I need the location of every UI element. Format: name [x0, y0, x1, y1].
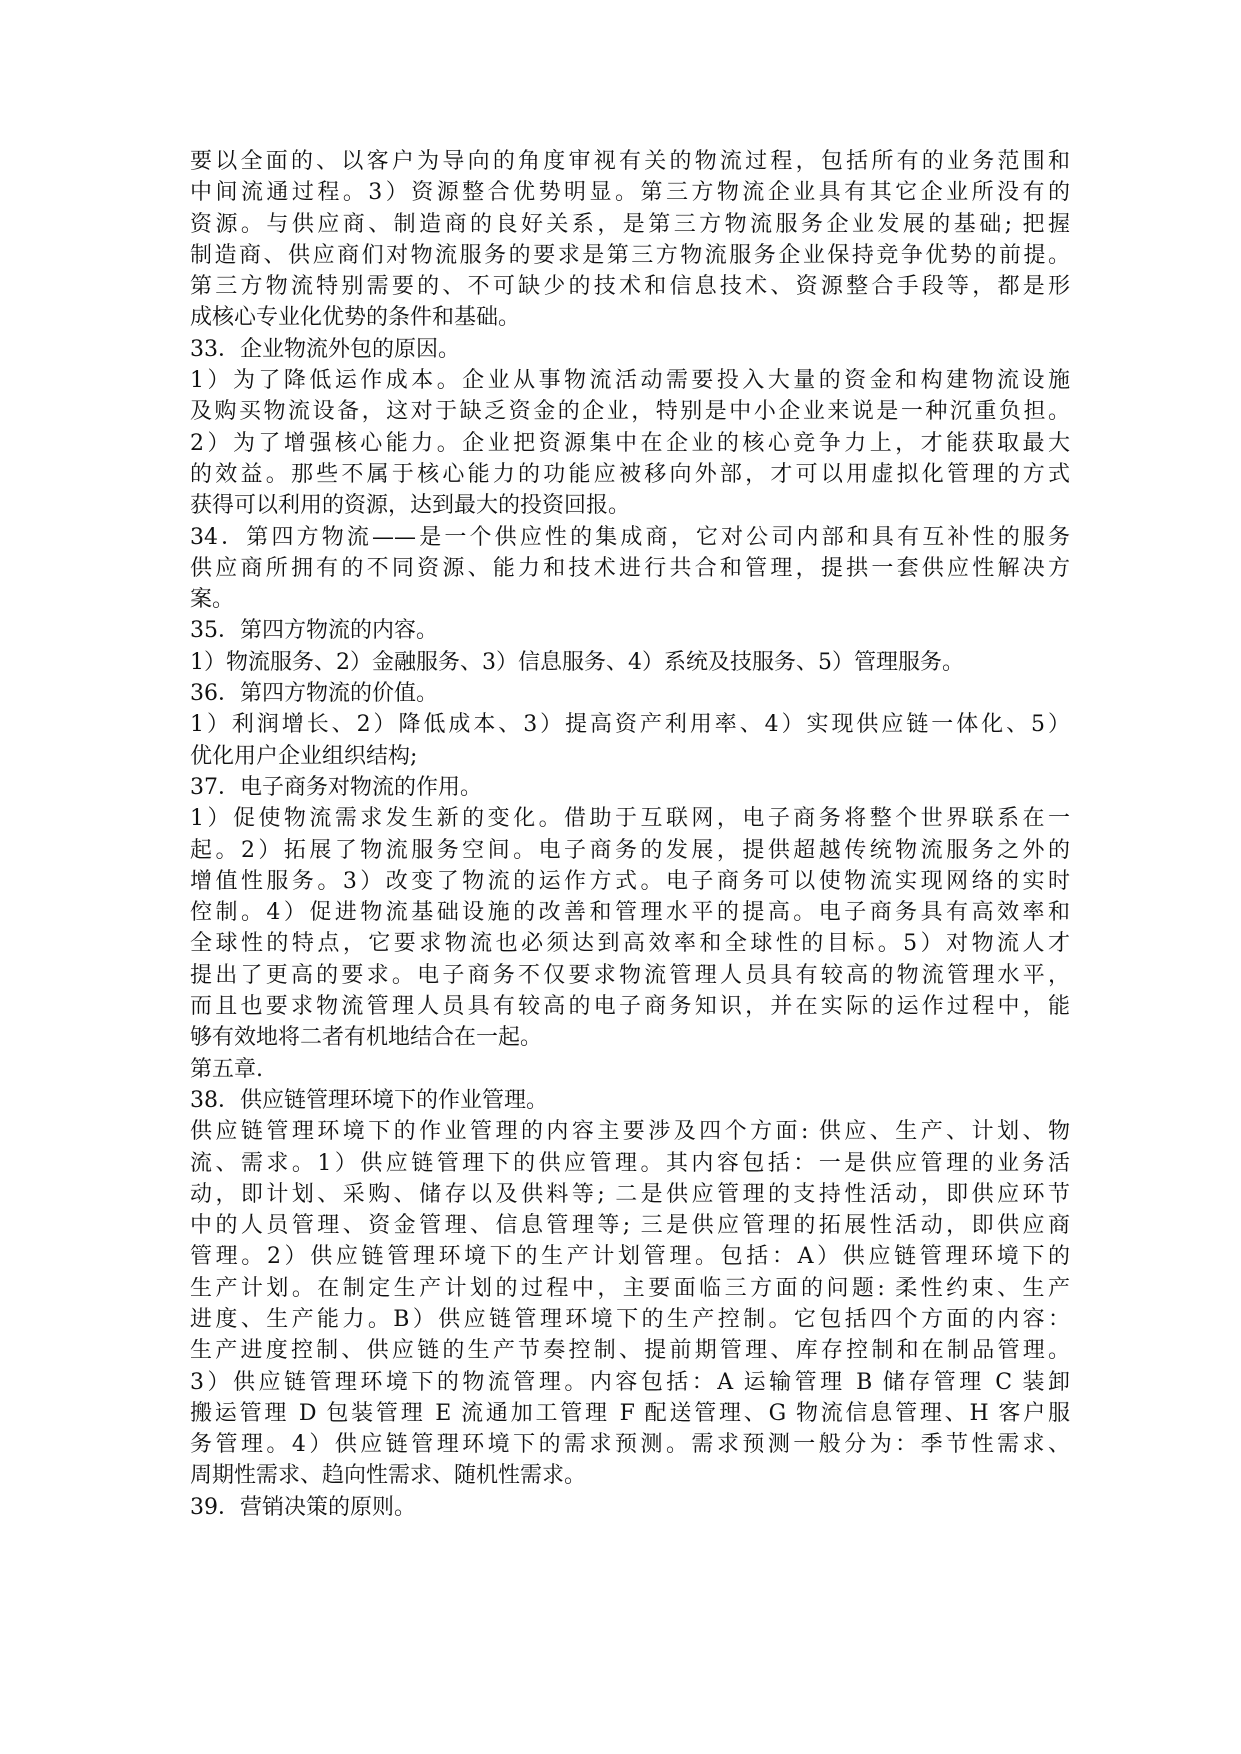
text-line: 供应链管理环境下的作业管理的内容主要涉及四个方面: 供应、生产、计划、物 [190, 1119, 1070, 1145]
text-line: 获得可以利用的资源，达到最大的投资回报。 [190, 493, 631, 519]
document-body [190, 146, 1070, 1523]
text-line: 中的人员管理、资金管理、信息管理等; 三是供应管理的拓展性活动，即供应商 [190, 1213, 1070, 1239]
text-line: 制造商、供应商们对物流服务的要求是第三方物流服务企业保持竞争优势的前提。 [190, 242, 1070, 268]
text-line: 生产计划。在制定生产计划的过程中，主要面临三方面的问题: 柔性约束、生产 [190, 1275, 1070, 1301]
text-line: 而且也要求物流管理人员具有较高的电子商务知识，并在实际的运作过程中，能 [190, 994, 1070, 1020]
text-line: 进度、生产能力。B）供应链管理环境下的生产控制。它包括四个方面的内容： [190, 1306, 1070, 1332]
text-line: 要以全面的、以客户为导向的角度审视有关的物流过程，包括所有的业务范围和 [190, 149, 1070, 174]
text-line: 务管理。4）供应链管理环境下的需求预测。需求预测一般分为：季节性需求、 [190, 1432, 1070, 1458]
text-line: 38．供应链管理环境下的作业管理。 [190, 1087, 548, 1113]
text-line: 及购买物流设备，这对于缺乏资金的企业，特别是中小企业来说是一种沉重负担。 [190, 399, 1070, 425]
text-line: 供应商所拥有的不同资源、能力和技术进行共合和管理，提拱一套供应性解决方 [190, 555, 1070, 581]
text-line: 起。2）拓展了物流服务空间。电子商务的发展，提供超越传统物流服务之外的 [190, 837, 1070, 863]
text-line: 35．第四方物流的内容。 [190, 618, 438, 644]
text-line: 36．第四方物流的价值。 [190, 681, 438, 707]
text-line: 周期性需求、趋向性需求、随机性需求。 [190, 1463, 587, 1489]
text-line: 33．企业物流外包的原因。 [190, 336, 460, 362]
text-line: 流、需求。1）供应链管理下的供应管理。其内容包括：一是供应管理的业务活 [190, 1150, 1070, 1176]
text-line: 案。 [190, 587, 235, 613]
text-line: 提出了更高的要求。电子商务不仅要求物流管理人员具有较高的物流管理水平， [190, 962, 1070, 988]
text-line: 39．营销决策的原则。 [190, 1494, 416, 1520]
text-line: 搬运管理 D 包装管理 E 流通加工管理 F 配送管理、G 物流信息管理、H 客户服 [190, 1400, 1070, 1426]
text-line: 1）物流服务、2）金融服务、3）信息服务、4）系统及技服务、5）管理服务。 [190, 649, 964, 675]
text-line: 1）促使物流需求发生新的变化。借助于互联网，电子商务将整个世界联系在一 [190, 806, 1070, 832]
text-line: 全球性的特点，它要求物流也必须达到高效率和全球性的目标。5）对物流人才 [190, 931, 1070, 957]
text-line: 管理。2）供应链管理环境下的生产计划管理。包括：A）供应链管理环境下的 [190, 1244, 1070, 1270]
text-line: 增值性服务。3）改变了物流的运作方式。电子商务可以使物流实现网络的实时 [190, 868, 1070, 894]
text-line: 生产进度控制、供应链的生产节奏控制、提前期管理、库存控制和在制品管理。 [190, 1338, 1070, 1364]
text-line: 2）为了增强核心能力。企业把资源集中在企业的核心竞争力上，才能获取最大 [190, 430, 1070, 456]
text-line: 34．第四方物流——是一个供应性的集成商，它对公司内部和具有互补性的服务 [190, 524, 1070, 550]
text-line: 3）供应链管理环境下的物流管理。内容包括：A 运输管理 B 储存管理 C 装卸 [190, 1369, 1070, 1395]
text-line: 动，即计划、采购、储存以及供料等; 二是供应管理的支持性活动，即供应环节 [190, 1181, 1070, 1207]
text-line: 37．电子商务对物流的作用。 [190, 774, 482, 800]
text-line: 第五章. [190, 1056, 263, 1082]
text-line: 优化用户企业组织结构; [190, 743, 418, 769]
text-line: 资源。与供应商、制造商的良好关系，是第三方物流服务企业发展的基础; 把握 [190, 211, 1070, 237]
text-line: 1）利润增长、2）降低成本、3）提高资产利用率、4）实现供应链一体化、5） [190, 712, 1070, 738]
text-line: 1）为了降低运作成本。企业从事物流活动需要投入大量的资金和构建物流设施 [190, 368, 1070, 394]
text-line: 第三方物流特别需要的、不可缺少的技术和信息技术、资源整合手段等，都是形 [190, 274, 1070, 300]
text-line: 成核心专业化优势的条件和基础。 [190, 305, 521, 331]
text-line: 够有效地将二者有机地结合在一起。 [190, 1025, 543, 1051]
text-line: 倥制。4）促进物流基础设施的改善和管理水平的提高。电子商务具有高效率和 [190, 900, 1070, 926]
text-line: 的效益。那些不属于核心能力的功能应被移向外部，才可以用虚拟化管理的方式 [190, 461, 1070, 487]
text-line: 中间流通过程。3）资源整合优势明显。第三方物流企业具有其它企业所没有的 [190, 180, 1070, 206]
